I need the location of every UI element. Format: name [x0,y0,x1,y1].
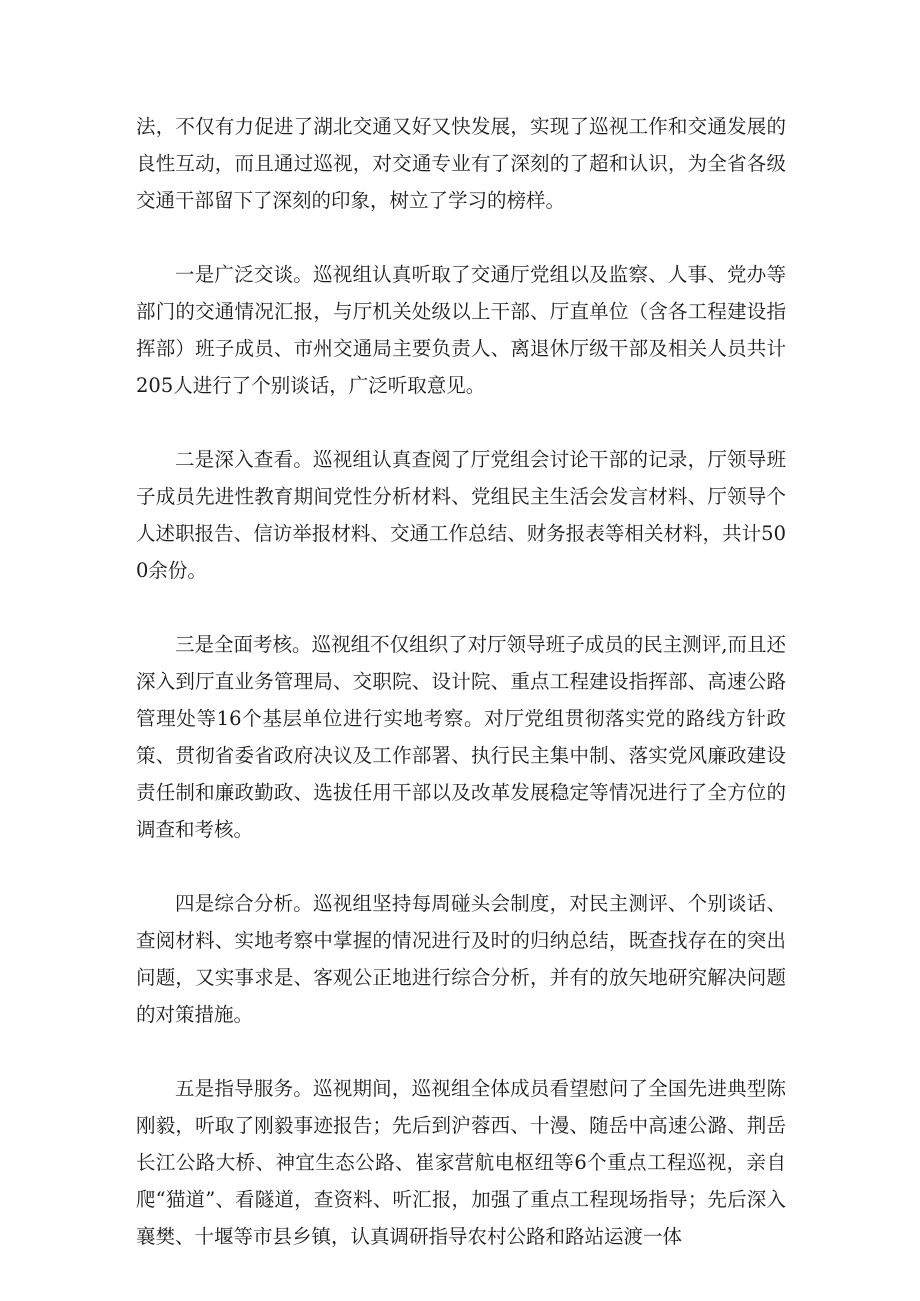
paragraph-continuation: 法，不仅有力促进了湖北交通又好又快发展，实现了巡视工作和交通发展的良性互动，而且通过巡视，对交通专业有了深刻的了超和认识，为全省各级交通干部留下了深刻的印象，树立了学习的榜样。 [136,115,786,212]
document-body [136,108,786,1292]
paragraph-in-depth-review: 二是深入查看。巡视组认真查阅了厅党组会讨论干部的记录，厅领导班子成员先进性教育期间党性分析材料、党组民主生活会发言材料、厅领导个人述职报告、信访举报材料、交通工作总结、财务报表等相关材料，共计500余份。 [136,448,786,582]
paragraph-comprehensive-analysis: 四是综合分析。巡视组坚持每周碰头会制度，对民主测评、个别谈话、查阅材料、实地考察中掌握的情况进行及时的归纳总结，既查找存在的突出问题，又实事求是、客观公正地进行综合分析，并有的放矢地研究解决问题的对策措施。 [136,892,786,1026]
paragraph-comprehensive-assessment: 三是全面考核。巡视组不仅组织了对厅领导班子成员的民主测评,而且还深入到厅直业务管理局、交职院、设计院、重点工程建设指挥部、高速公路管理处等16个基层单位进行实地考察。对厅党组贯彻落实党的路线方针政策、贯彻省委省政府决议及工作部署、执行民主集中制、落实党风廉政建设责任制和廉政勤政、选拔任用干部以及改革发展稳定等情况进行了全方位的调查和考核。 [136,633,786,841]
paragraph-guidance-service: 五是指导服务。巡视期间，巡视组全体成员看望慰问了全国先进典型陈刚毅，听取了刚毅事迹报告；先后到沪蓉西、十漫、随岳中高速公潞、荆岳长江公路大桥、神宜生态公路、崔家营航电枢纽等6个重点工程巡视，亲自爬“猫道”、看隧道，查资料、听汇报，加强了重点工程现场指导；先后深入襄樊、十堰等市县乡镇，认真调研指导农村公路和路站运渡一体 [136,1077,786,1248]
paragraph-extensive-talks: 一是广泛交谈。巡视组认真听取了交通厅党组以及监察、人事、党办等部门的交通情况汇报，与厅机关处级以上干部、厅直单位（含各工程建设指挥部）班子成员、市州交通局主要负责人、离退休厅级干部及相关人员共计205人进行了个别谈话，广泛听取意见。 [136,263,786,397]
